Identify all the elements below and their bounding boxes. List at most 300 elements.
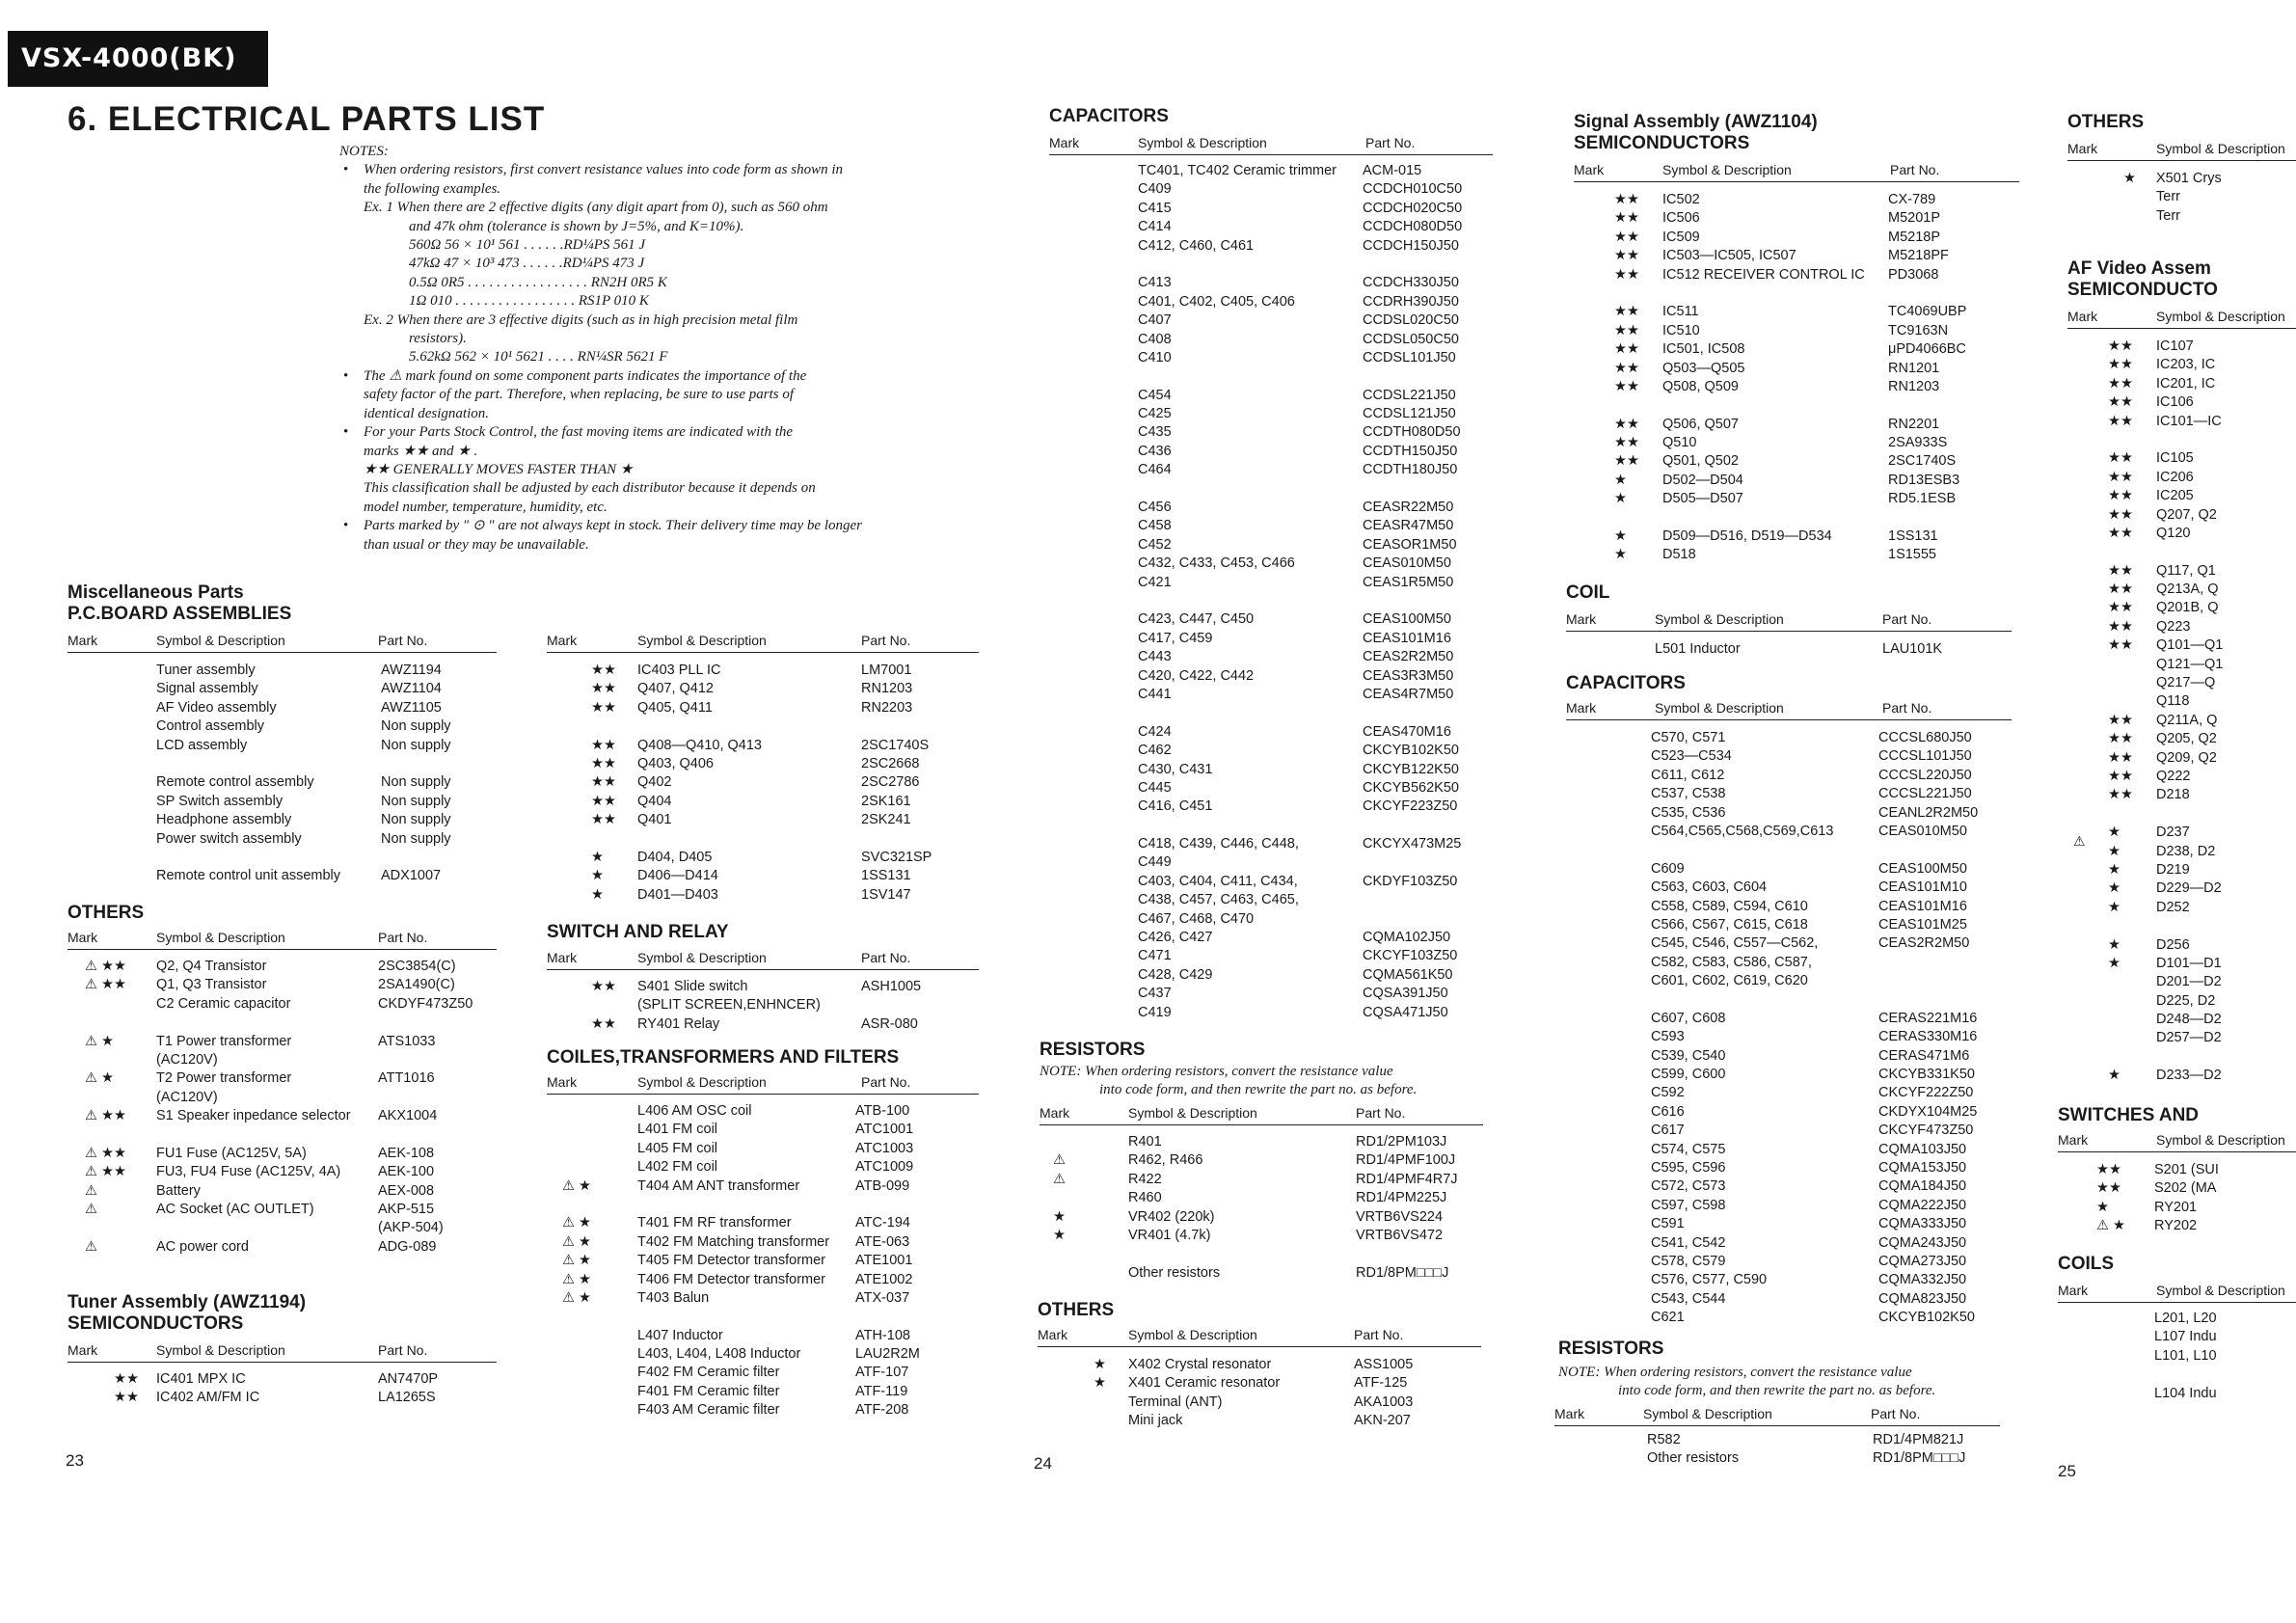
table-row	[1049, 180, 1493, 199]
row-symbol: LCD assembly	[156, 737, 248, 753]
table-row	[547, 699, 981, 717]
table-row	[1574, 546, 2019, 564]
row-spacer	[1049, 480, 1493, 499]
col-symbol: Symbol & Description	[156, 1342, 285, 1358]
table-row	[2067, 188, 2296, 206]
row-symbol: RY401 Relay	[637, 1015, 720, 1032]
coil-table	[1566, 640, 2012, 659]
row-symbol: C452	[1138, 536, 1172, 553]
row-symbol: D248—D2	[2156, 1012, 2222, 1028]
row-mark: ★★	[1614, 304, 1639, 320]
table-header	[2058, 1130, 2296, 1152]
row-symbol: L501 Inductor	[1655, 641, 1741, 657]
table-row	[1566, 1253, 2012, 1271]
row-part-no: CCDCH150J50	[1363, 237, 1459, 254]
row-symbol: C566, C567, C615, C618	[1651, 916, 1808, 933]
row-symbol: Terr	[2156, 189, 2180, 205]
row-spacer	[68, 1014, 501, 1032]
row-part-no: CQMA823J50	[1878, 1290, 1967, 1307]
table-row	[1049, 610, 1493, 629]
section-title: COIL	[1566, 582, 1610, 603]
row-symbol: Q407, Q412	[637, 681, 714, 697]
table-row	[1049, 667, 1493, 686]
table-header	[1566, 609, 2012, 632]
switch-table	[547, 978, 981, 1034]
note-text: identical designation.	[364, 405, 489, 421]
row-part-no: RD13ESB3	[1888, 472, 1960, 488]
table-row	[2067, 692, 2296, 711]
col-mark: Mark	[1038, 1327, 1068, 1342]
table-header	[547, 631, 979, 653]
row-symbol: AC Socket (AC OUTLET)	[156, 1202, 314, 1218]
row-symbol: D201—D2	[2156, 974, 2222, 990]
col-symbol: Symbol & Description	[1643, 1406, 1772, 1421]
row-part-no: CCDTH080D50	[1363, 424, 1461, 441]
table-row	[68, 1238, 501, 1257]
row-mark: ⚠ ★	[562, 1271, 592, 1287]
row-part-no: CCDSL101J50	[1363, 349, 1456, 365]
table-row	[2067, 656, 2296, 674]
col-mark: Mark	[68, 1342, 98, 1358]
row-part-no: CKCYB102K50	[1878, 1310, 1975, 1326]
row-mark: ★	[1094, 1375, 1106, 1392]
row-symbol: Terminal (ANT)	[1128, 1393, 1223, 1410]
row-mark: ★★	[2108, 731, 2133, 747]
row-part-no: ATS1033	[378, 1033, 436, 1049]
table-row	[1566, 1141, 2012, 1159]
row-part-no: CEAS100M50	[1363, 611, 1451, 628]
table-row	[1566, 916, 2012, 934]
row-part-no: ATB-100	[855, 1103, 910, 1119]
col-mark: Mark	[68, 633, 98, 648]
row-symbol: C576, C577, C590	[1651, 1272, 1768, 1288]
table-row	[1566, 954, 2012, 972]
row-mark: ★★	[2108, 506, 2133, 523]
row-part-no: RN2201	[1888, 416, 1940, 432]
row-symbol: Q201B, Q	[2156, 600, 2219, 616]
row-mark: ★	[2108, 955, 2120, 971]
row-mark: ★★	[1614, 378, 1639, 394]
resistor-table	[1554, 1431, 2000, 1469]
row-part-no: RD1/4PM821J	[1873, 1432, 1964, 1447]
row-part-no: ATE1002	[855, 1271, 913, 1287]
row-part-no: CKDYF103Z50	[1363, 873, 1458, 889]
row-mark: ★	[2108, 843, 2120, 859]
table-row	[1566, 1084, 2012, 1102]
note-text: ★★ GENERALLY MOVES FASTER THAN ★	[364, 461, 634, 477]
row-symbol: C425	[1138, 406, 1172, 422]
row-symbol: IC510	[1662, 322, 1700, 338]
row-symbol: C445	[1138, 779, 1172, 796]
table-row	[547, 1121, 983, 1139]
table-row	[547, 1140, 983, 1158]
col-part: Part No.	[1354, 1327, 1404, 1342]
row-symbol: Q1, Q3 Transistor	[156, 977, 267, 993]
row-symbol: C616	[1651, 1103, 1685, 1120]
row-part-no: CCDCH010C50	[1363, 181, 1463, 198]
table-row	[1038, 1374, 1481, 1393]
table-row	[1566, 640, 2012, 659]
row-part-no: LAU2R2M	[855, 1346, 920, 1363]
model-label: VSX-4000(BK)	[8, 31, 268, 87]
table-row	[1574, 266, 2019, 284]
col-part: Part No.	[1882, 611, 1932, 627]
row-part-no: CKCYB331K50	[1878, 1067, 1975, 1083]
row-mark: ★★	[2108, 375, 2133, 392]
row-mark: ★	[1053, 1227, 1066, 1243]
row-symbol: C407	[1138, 312, 1172, 329]
table-row	[1049, 349, 1493, 367]
row-part-no: CEAS2R2M50	[1878, 935, 1970, 952]
table-row	[1040, 1151, 1483, 1170]
row-mark: ⚠ ★★	[85, 977, 127, 993]
row-mark: ★★	[591, 699, 616, 716]
row-spacer	[2058, 1366, 2296, 1384]
col-symbol: Symbol & Description	[156, 930, 285, 945]
row-symbol: S401 Slide switch	[637, 979, 748, 994]
row-part-no: CKCYX473M25	[1363, 836, 1462, 852]
row-mark: ⚠ ★	[562, 1233, 592, 1250]
row-symbol: T404 AM ANT transformer	[637, 1177, 800, 1194]
row-symbol: C410	[1138, 349, 1172, 365]
row-part-no: ATH-108	[855, 1327, 910, 1343]
row-part-no: CEANL2R2M50	[1878, 804, 1979, 821]
table-row	[1049, 798, 1493, 816]
table-row	[1049, 405, 1493, 423]
table-row	[68, 1145, 501, 1163]
row-part-no: CEAS101M16	[1878, 898, 1967, 914]
section-title: RESISTORS	[1558, 1339, 1664, 1359]
table-row	[2067, 469, 2296, 487]
row-symbol: Q207, Q2	[2156, 506, 2217, 523]
row-symbol: Control assembly	[156, 718, 265, 735]
row-mark: ★★	[2108, 600, 2133, 616]
row-part-no: CEAS3R3M50	[1363, 667, 1454, 684]
row-mark: ★★	[2108, 357, 2133, 373]
table-header	[547, 948, 979, 970]
row-symbol: Other resistors	[1647, 1450, 1740, 1467]
row-symbol: T403 Balun	[637, 1289, 710, 1306]
row-part-no: ADX1007	[381, 868, 442, 884]
col-mark: Mark	[1554, 1406, 1585, 1421]
row-part-no: CEAS2R2M50	[1363, 649, 1454, 665]
row-part-no: CKCYF222Z50	[1878, 1085, 1974, 1101]
table-row	[68, 1107, 501, 1125]
row-symbol: Q117, Q1	[2156, 562, 2216, 579]
row-symbol: IC506	[1662, 210, 1700, 227]
table-row	[1049, 761, 1493, 779]
note-text: than usual or they may be unavailable.	[364, 536, 589, 553]
table-row	[2067, 356, 2296, 374]
row-symbol: D225, D2	[2156, 992, 2216, 1009]
table-row	[1574, 360, 2019, 378]
row-part-no: RN1203	[861, 681, 913, 697]
row-part-no: CKCYF473Z50	[1878, 1123, 1974, 1139]
row-mark: ★★	[1614, 266, 1639, 283]
table-header	[1049, 133, 1493, 155]
row-mark: ⚠ ★	[2096, 1218, 2126, 1234]
row-part-no: CEAS4R7M50	[1363, 686, 1454, 702]
note-text: into code form, and then rewrite the part no. as before.	[1618, 1383, 1936, 1398]
table-header	[2067, 307, 2296, 329]
row-symbol: C582, C583, C586, C587,	[1651, 954, 1812, 970]
row-part-no: TC9163N	[1888, 322, 1949, 338]
table-row	[2067, 786, 2296, 804]
section-title: OTHERS	[1038, 1300, 1115, 1320]
row-symbol: FU3, FU4 Fuse (AC125V, 4A)	[156, 1164, 341, 1180]
table-row	[2067, 1011, 2296, 1029]
row-spacer	[1566, 841, 2012, 859]
row-part-no: ATE-063	[855, 1233, 910, 1250]
note-text: NOTE: When ordering resistors, convert the resistance value	[1040, 1064, 1393, 1079]
row-mark: ⚠ ★	[562, 1289, 592, 1306]
row-symbol: X501 Crys	[2156, 171, 2222, 186]
table-row	[1049, 387, 1493, 405]
row-symbol: IC502	[1662, 192, 1700, 207]
section-title: OTHERS	[68, 903, 145, 923]
row-symbol: L406 AM OSC coil	[637, 1103, 752, 1119]
row-symbol: C408	[1138, 331, 1172, 347]
table-row	[1566, 1215, 2012, 1233]
row-mark: ★★	[2108, 637, 2133, 654]
row-symbol: R422	[1128, 1171, 1162, 1187]
table-row	[1049, 536, 1493, 555]
row-symbol: C458	[1138, 518, 1172, 534]
row-part-no: LAU101K	[1882, 641, 1943, 657]
col-mark: Mark	[1566, 611, 1597, 627]
row-part-no: AWZ1194	[381, 663, 442, 678]
page-number: 24	[1034, 1454, 1052, 1473]
row-symbol: C564,C565,C568,C569,C613	[1651, 823, 1834, 839]
others-table	[2067, 170, 2296, 226]
others-table	[68, 958, 501, 1257]
row-part-no: CQMA103J50	[1878, 1141, 1967, 1157]
col-mark: Mark	[68, 930, 98, 945]
row-mark: ★★	[2108, 787, 2133, 803]
row-part-no: Non supply	[381, 718, 451, 735]
row-symbol: (SPLIT SCREEN,ENHNCER)	[637, 997, 821, 1014]
row-spacer	[2067, 1048, 2296, 1067]
row-part-no: AEK-108	[378, 1145, 435, 1161]
note-text: • For your Parts Stock Control, the fast moving items are indicated with the	[339, 423, 995, 442]
row-symbol: C438, C457, C463, C465,	[1138, 892, 1299, 908]
table-row	[2067, 936, 2296, 955]
row-part-no: ATX-037	[855, 1289, 910, 1306]
table-row	[1574, 434, 2019, 452]
row-symbol: C2 Ceramic capacitor	[156, 995, 291, 1012]
table-row	[547, 1271, 983, 1289]
row-mark: ★★	[1614, 435, 1639, 451]
table-header	[2067, 139, 2296, 161]
row-symbol: C424	[1138, 723, 1172, 740]
row-part-no: AEX-008	[378, 1182, 435, 1199]
row-part-no: CEASOR1M50	[1363, 536, 1457, 553]
note-text: This classification shall be adjusted by each distributor because it depends on	[364, 480, 816, 497]
note-example: 560Ω 56 × 10¹ 561 . . . . . .RD¼PS 561 J	[409, 237, 646, 254]
row-part-no: ADG-089	[378, 1238, 437, 1255]
table-row	[2067, 843, 2296, 861]
row-symbol: C621	[1651, 1310, 1685, 1326]
section-title: COILES,TRANSFORMERS AND FILTERS	[547, 1047, 900, 1068]
row-symbol: T406 FM Detector transformer	[637, 1271, 825, 1287]
table-row	[1049, 331, 1493, 349]
row-mark: ⚠	[85, 1182, 97, 1199]
row-symbol: IC203, IC	[2156, 357, 2216, 373]
row-part-no: ASS1005	[1354, 1357, 1414, 1372]
row-symbol: Q508, Q509	[1662, 378, 1739, 394]
table-row	[2067, 973, 2296, 991]
row-symbol: C471	[1138, 948, 1172, 964]
row-symbol: C421	[1138, 574, 1172, 590]
section-title: RESISTORS	[1040, 1040, 1146, 1060]
note-text: model number, temperature, humidity, etc.	[364, 499, 608, 515]
coils-table	[2058, 1310, 2296, 1403]
row-symbol: IC401 MPX IC	[156, 1371, 246, 1387]
table-row	[2067, 581, 2296, 599]
note-example: 1Ω 010 . . . . . . . . . . . . . . . . . RS1P 010 K	[409, 293, 649, 310]
row-symbol: L403, L404, L408 Inductor	[637, 1346, 801, 1363]
row-symbol: FU1 Fuse (AC125V, 5A)	[156, 1145, 307, 1161]
row-spacer	[68, 1126, 501, 1145]
row-part-no: CQMA333J50	[1878, 1216, 1967, 1232]
table-row	[1049, 873, 1493, 891]
row-mark: ⚠	[1053, 1152, 1066, 1169]
table-row	[68, 793, 501, 811]
col-part: Part No.	[378, 1342, 428, 1358]
row-symbol: C572, C573	[1651, 1178, 1726, 1195]
row-symbol: C416, C451	[1138, 798, 1213, 815]
row-spacer	[1049, 704, 1493, 722]
page-title: 6. ELECTRICAL PARTS LIST	[68, 100, 546, 138]
row-spacer	[547, 1196, 983, 1214]
switch-table	[2058, 1161, 2296, 1236]
table-row	[2067, 768, 2296, 786]
table-row	[547, 793, 981, 811]
row-symbol: Remote control unit assembly	[156, 868, 340, 884]
table-row	[2067, 824, 2296, 842]
row-symbol: D505—D507	[1662, 491, 1743, 507]
row-symbol: Q211A, Q	[2156, 712, 2218, 728]
note-text: into code form, and then rewrite the part no. as before.	[1099, 1082, 1418, 1097]
table-row	[68, 737, 501, 755]
table-row	[1566, 1271, 2012, 1289]
table-row	[547, 737, 981, 755]
table-header	[1554, 1404, 2000, 1426]
row-symbol: C592	[1651, 1085, 1685, 1101]
row-part-no: Non supply	[381, 774, 451, 791]
row-symbol: C467, C468, C470	[1138, 910, 1255, 927]
table-row	[1574, 229, 2019, 247]
row-symbol: C430, C431	[1138, 761, 1213, 777]
row-symbol: S201 (SUI	[2154, 1162, 2219, 1177]
table-row	[68, 976, 501, 994]
table-row	[1574, 340, 2019, 359]
table-row	[1554, 1431, 2000, 1449]
row-part-no: CEAS101M10	[1878, 879, 1967, 896]
col-part: Part No.	[378, 633, 428, 648]
col-mark: Mark	[2058, 1283, 2089, 1298]
table-row	[68, 1370, 501, 1389]
row-mark: ★★	[2108, 338, 2133, 354]
semiconductor-table	[2067, 338, 2296, 1086]
row-part-no: 1SS131	[1888, 528, 1938, 545]
table-row	[1049, 648, 1493, 666]
table-row	[1049, 929, 1493, 947]
row-part-no: 2SC3854(C)	[378, 959, 456, 974]
row-symbol: Q223	[2156, 618, 2191, 635]
row-symbol: C403, C404, C411, C434,	[1138, 873, 1298, 889]
row-spacer	[1040, 1245, 1483, 1263]
table-row	[547, 755, 981, 773]
table-row	[68, 1201, 501, 1219]
row-symbol: C428, C429	[1138, 966, 1213, 983]
col-part: Part No.	[1356, 1105, 1406, 1121]
row-part-no: RD1/4PMF100J	[1356, 1152, 1456, 1169]
col-part: Part No.	[861, 633, 911, 648]
col-symbol: Symbol & Description	[637, 950, 767, 965]
table-row	[68, 1089, 501, 1107]
row-mark: ⚠ ★★	[85, 1108, 127, 1124]
row-symbol: Battery	[156, 1182, 201, 1199]
section-title: SEMICONDUCTORS	[1574, 133, 1750, 153]
note-text: safety factor of the part. Therefore, when replacing, be sure to use parts of	[364, 387, 795, 403]
row-symbol: D257—D2	[2156, 1030, 2222, 1046]
table-header	[547, 1072, 979, 1095]
note-text: marks ★★ and ★ .	[364, 443, 478, 459]
row-mark: ⚠ ★	[562, 1253, 592, 1269]
table-row	[2067, 413, 2296, 431]
table-row	[1049, 853, 1493, 872]
row-symbol: AF Video assembly	[156, 699, 277, 716]
section-title: P.C.BOARD ASSEMBLIES	[68, 604, 292, 624]
row-spacer	[1049, 592, 1493, 610]
row-part-no: ATC1001	[855, 1122, 914, 1138]
row-symbol: Q213A, Q	[2156, 582, 2219, 598]
row-symbol: Q402	[637, 774, 672, 791]
table-row	[1574, 247, 2019, 265]
col-symbol: Symbol & Description	[637, 1074, 767, 1090]
section-title: OTHERS	[2067, 112, 2145, 132]
row-symbol: C545, C546, C557—C562,	[1651, 935, 1819, 952]
table-row	[1566, 1103, 2012, 1122]
row-mark: ★★	[591, 663, 616, 678]
table-row	[1574, 322, 2019, 340]
row-part-no: CCDCH330J50	[1363, 275, 1459, 291]
row-spacer	[547, 1308, 983, 1326]
resistor-table	[1040, 1133, 1483, 1283]
table-row	[1566, 1028, 2012, 1046]
note-text: Ex. 2 When there are 3 effective digits (such as in high precision metal film	[364, 311, 798, 328]
pcb-table	[68, 662, 501, 886]
table-row	[547, 1015, 981, 1034]
table-row	[2067, 899, 2296, 917]
tuner-table	[68, 1370, 501, 1408]
row-part-no: CQMA153J50	[1878, 1159, 1967, 1176]
col-symbol: Symbol & Description	[637, 633, 767, 648]
row-symbol: D238, D2	[2156, 843, 2216, 859]
row-part-no: ATF-125	[1354, 1375, 1408, 1392]
table-row	[2067, 712, 2296, 730]
row-symbol: IC403 PLL IC	[637, 663, 721, 678]
table-row	[1566, 767, 2012, 785]
row-part-no: RD1/8PM□□□J	[1873, 1450, 1966, 1467]
row-symbol: Other resistors	[1128, 1264, 1221, 1281]
row-part-no: CQMA273J50	[1878, 1253, 1967, 1269]
row-symbol: T401 FM RF transformer	[637, 1215, 792, 1231]
row-part-no: 2SK241	[861, 812, 911, 828]
row-part-no: CCDSL050C50	[1363, 331, 1459, 347]
row-part-no: 2SC2668	[861, 755, 920, 771]
